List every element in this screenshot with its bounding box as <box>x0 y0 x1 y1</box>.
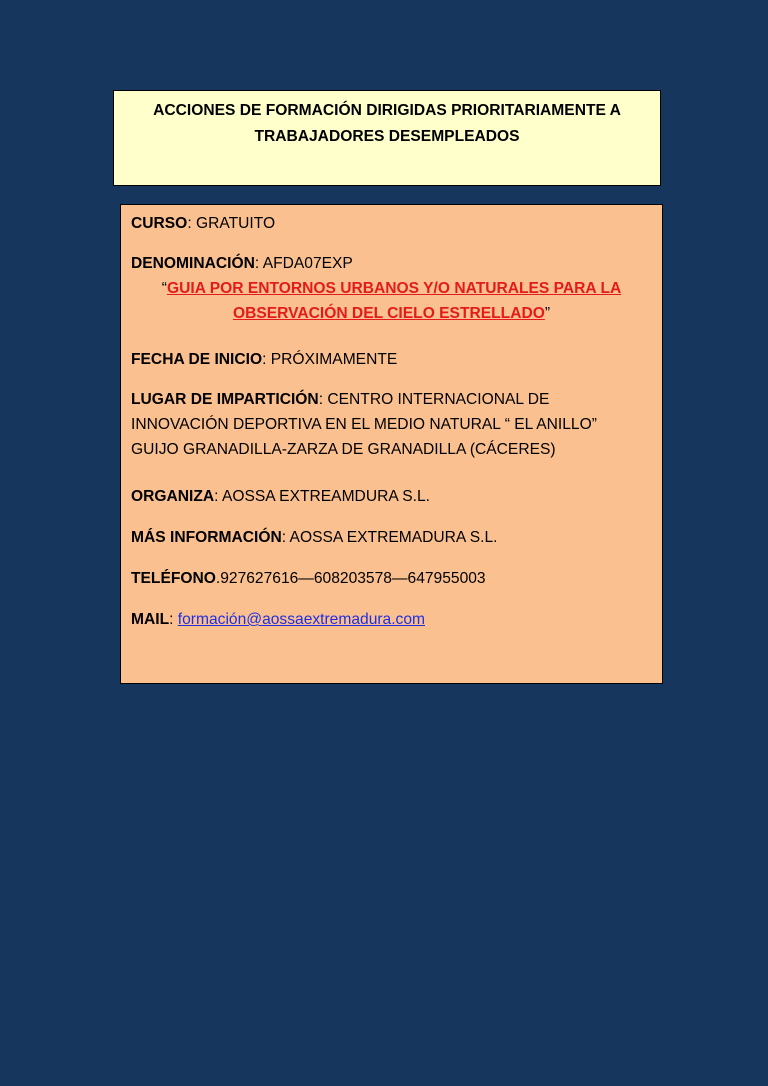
fecha-label: FECHA DE INICIO <box>131 351 263 368</box>
header-title-line-2: TRABAJADORES DESEMPLEADOS <box>254 128 520 145</box>
organiza-value: : AOSSA EXTREAMDURA S.L. <box>214 488 430 505</box>
fecha-value: : PRÓXIMAMENTE <box>262 351 398 368</box>
telefono-value: .927627616—608203578—647955003 <box>215 570 486 587</box>
course-name-line-2: OBSERVACIÓN DEL CIELO ESTRELLADO <box>232 305 545 322</box>
course-name-line-2-row <box>131 301 652 326</box>
lugar-value-line-3: GUIJO GRANADILLA-ZARZA DE GRANADILLA (CÁCERES) <box>131 441 556 458</box>
mail-link[interactable]: formación@aossaextremadura.com <box>177 611 426 628</box>
lugar-row <box>131 387 652 412</box>
lugar-value-line-1: : CENTRO INTERNACIONAL DE <box>318 391 550 408</box>
lugar-value-line-2: INNOVACIÓN DEPORTIVA EN EL MEDIO NATURAL “ EL ANILLO” <box>131 416 597 433</box>
lugar-line-2-row <box>131 412 652 437</box>
mas-info-value: : AOSSA EXTREMADURA S.L. <box>281 529 498 546</box>
course-name-line-1-row <box>131 276 652 301</box>
lugar-line-3-row <box>131 437 652 462</box>
course-info-box <box>120 204 663 684</box>
mail-separator: : <box>169 611 178 628</box>
course-name-close-quote: ” <box>544 305 551 322</box>
curso-value: : GRATUITO <box>187 215 276 232</box>
header-box <box>113 90 661 186</box>
mail-row <box>131 607 652 632</box>
telefono-row <box>131 566 652 591</box>
mas-info-row <box>131 525 652 550</box>
header-title-line-1: ACCIONES DE FORMACIÓN DIRIGIDAS PRIORITARIAMENTE A <box>153 102 621 119</box>
organiza-label: ORGANIZA <box>131 488 215 505</box>
course-name-line-1: GUIA POR ENTORNOS URBANOS Y/O NATURALES PARA LA <box>166 280 622 297</box>
denominacion-row <box>131 251 652 276</box>
mail-label: MAIL <box>131 611 170 628</box>
curso-row <box>131 211 652 236</box>
organiza-row <box>131 484 652 509</box>
fecha-row <box>131 347 652 372</box>
curso-label: CURSO <box>131 215 188 232</box>
telefono-label: TELÉFONO <box>131 570 216 587</box>
denominacion-value: : AFDA07EXP <box>254 255 353 272</box>
mas-info-label: MÁS INFORMACIÓN <box>131 529 282 546</box>
course-name-open-quote: “ <box>161 280 167 297</box>
lugar-label: LUGAR DE IMPARTICIÓN <box>131 391 319 408</box>
denominacion-label: DENOMINACIÓN <box>131 255 255 272</box>
